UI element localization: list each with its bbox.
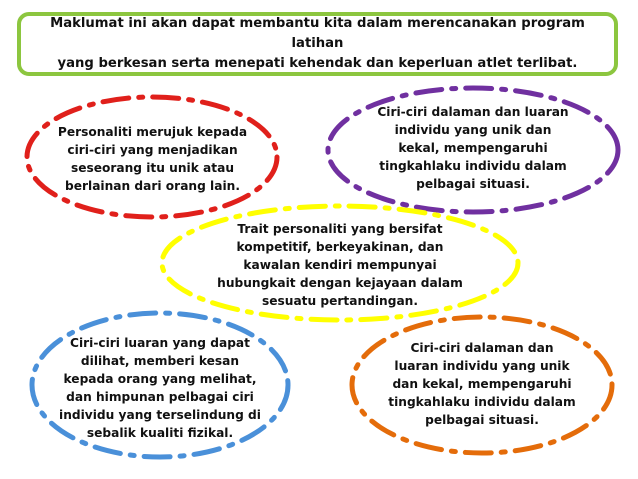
summary-banner-text: Maklumat ini akan dapat membantu kita dalam merencanakan program latihan yang berkesan serta menepati kehendak dan keperluan atlet terlibat.: [50, 16, 585, 71]
internal-external-traits-text: Ciri-ciri dalaman dan luaran individu yang unik dan kekal, mempengaruhi tingkahlaku individu dalam pelbagai situasi.: [377, 105, 569, 191]
personality-definition-text: Personaliti merujuk kepada ciri-ciri yang menjadikan seseorang itu unik atau berlainan dari orang lain.: [57, 125, 248, 193]
external-traits-text: Ciri-ciri luaran yang dapat dilihat, memberi kesan kepada orang yang melihat, dan himpunan pelbagai ciri individu yang terselindung di sebalik kualiti fizikal.: [59, 336, 261, 440]
personality-traits-success-text: Trait personaliti yang bersifat kompetitif, berkeyakinan, dan kawalan kendiri mempunyai hubungkait dengan kejayaan dalam sesuatu pertandingan.: [217, 222, 463, 308]
internal-external-traits-repeat-text: Ciri-ciri dalaman dan luaran individu yang unik dan kekal, mempengaruhi tingkahlaku individu dalam pelbagai situasi.: [388, 341, 576, 427]
